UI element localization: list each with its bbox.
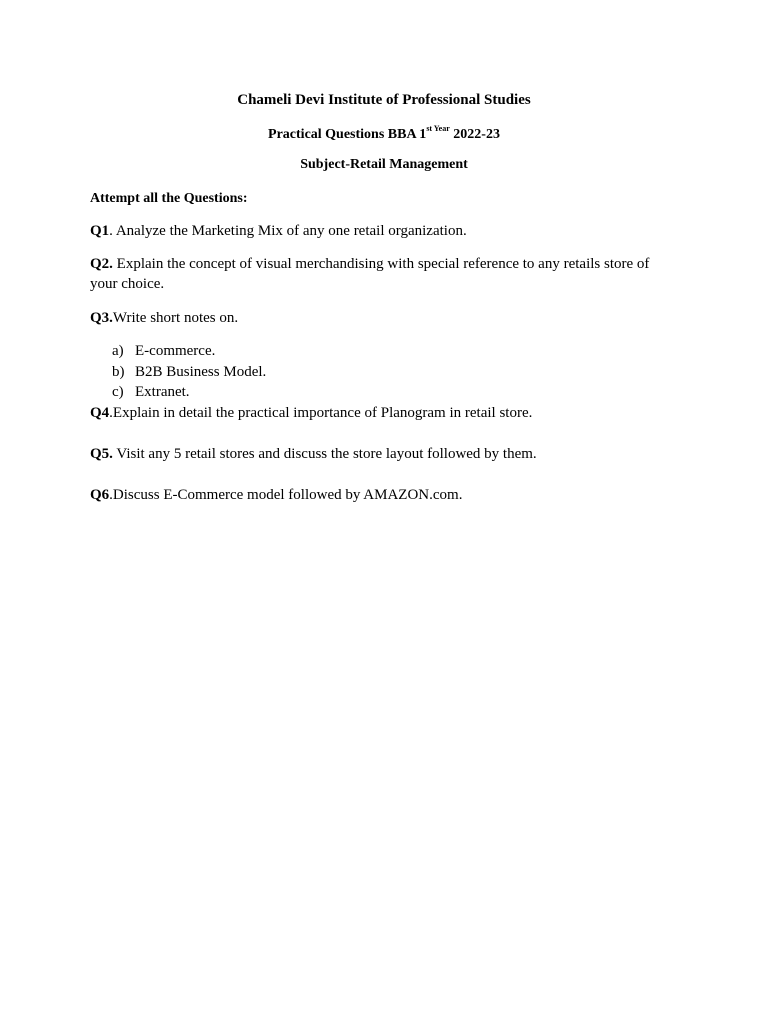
institute-title: Chameli Devi Institute of Professional Studies [237, 92, 531, 108]
question-number: Q3. [90, 310, 113, 326]
question-number: Q1 [90, 223, 110, 239]
question-number: Q5. [90, 446, 113, 462]
list-marker: b) [112, 363, 125, 380]
subject-heading: Subject-Retail Management [300, 157, 468, 172]
question-number: Q4 [90, 405, 110, 421]
question-4 [90, 403, 675, 423]
question-text: Visit any 5 retail stores and discuss the store layout followed by them. [112, 446, 537, 462]
question-text: Write short notes on. [112, 310, 239, 326]
question-3 [90, 308, 675, 328]
question-6 [90, 485, 675, 505]
question-number: Q6 [90, 487, 110, 503]
question-text: Explain the concept of visual merchandising with special reference to any retails store of your choice. [90, 256, 650, 292]
list-item [112, 341, 266, 362]
question-text: .Discuss E-Commerce model followed by AMAZON.com. [109, 487, 463, 503]
exam-heading [0, 124, 768, 143]
question-number: Q2. [90, 256, 113, 272]
exam-heading-superscript: st Year [426, 124, 450, 134]
list-marker: c) [112, 384, 124, 400]
list-item-text: E-commerce. [135, 343, 216, 359]
list-item [112, 362, 266, 383]
exam-heading-suffix: 2022-23 [449, 127, 500, 142]
question-text: . Analyze the Marketing Mix of any one retail organization. [109, 223, 467, 239]
list-marker: a) [112, 343, 124, 359]
question-text: .Explain in detail the practical importance of Planogram in retail store. [109, 405, 533, 421]
instruction-text: Attempt all the Questions: [90, 191, 248, 206]
question-1 [90, 221, 675, 241]
question-2 [90, 254, 675, 294]
list-item-text: B2B Business Model. [135, 363, 267, 380]
question-5 [90, 444, 675, 464]
exam-heading-prefix: Practical Questions BBA 1 [268, 127, 427, 142]
list-item-text: Extranet. [135, 384, 190, 400]
question-3-list [112, 341, 266, 403]
list-item [112, 382, 266, 403]
